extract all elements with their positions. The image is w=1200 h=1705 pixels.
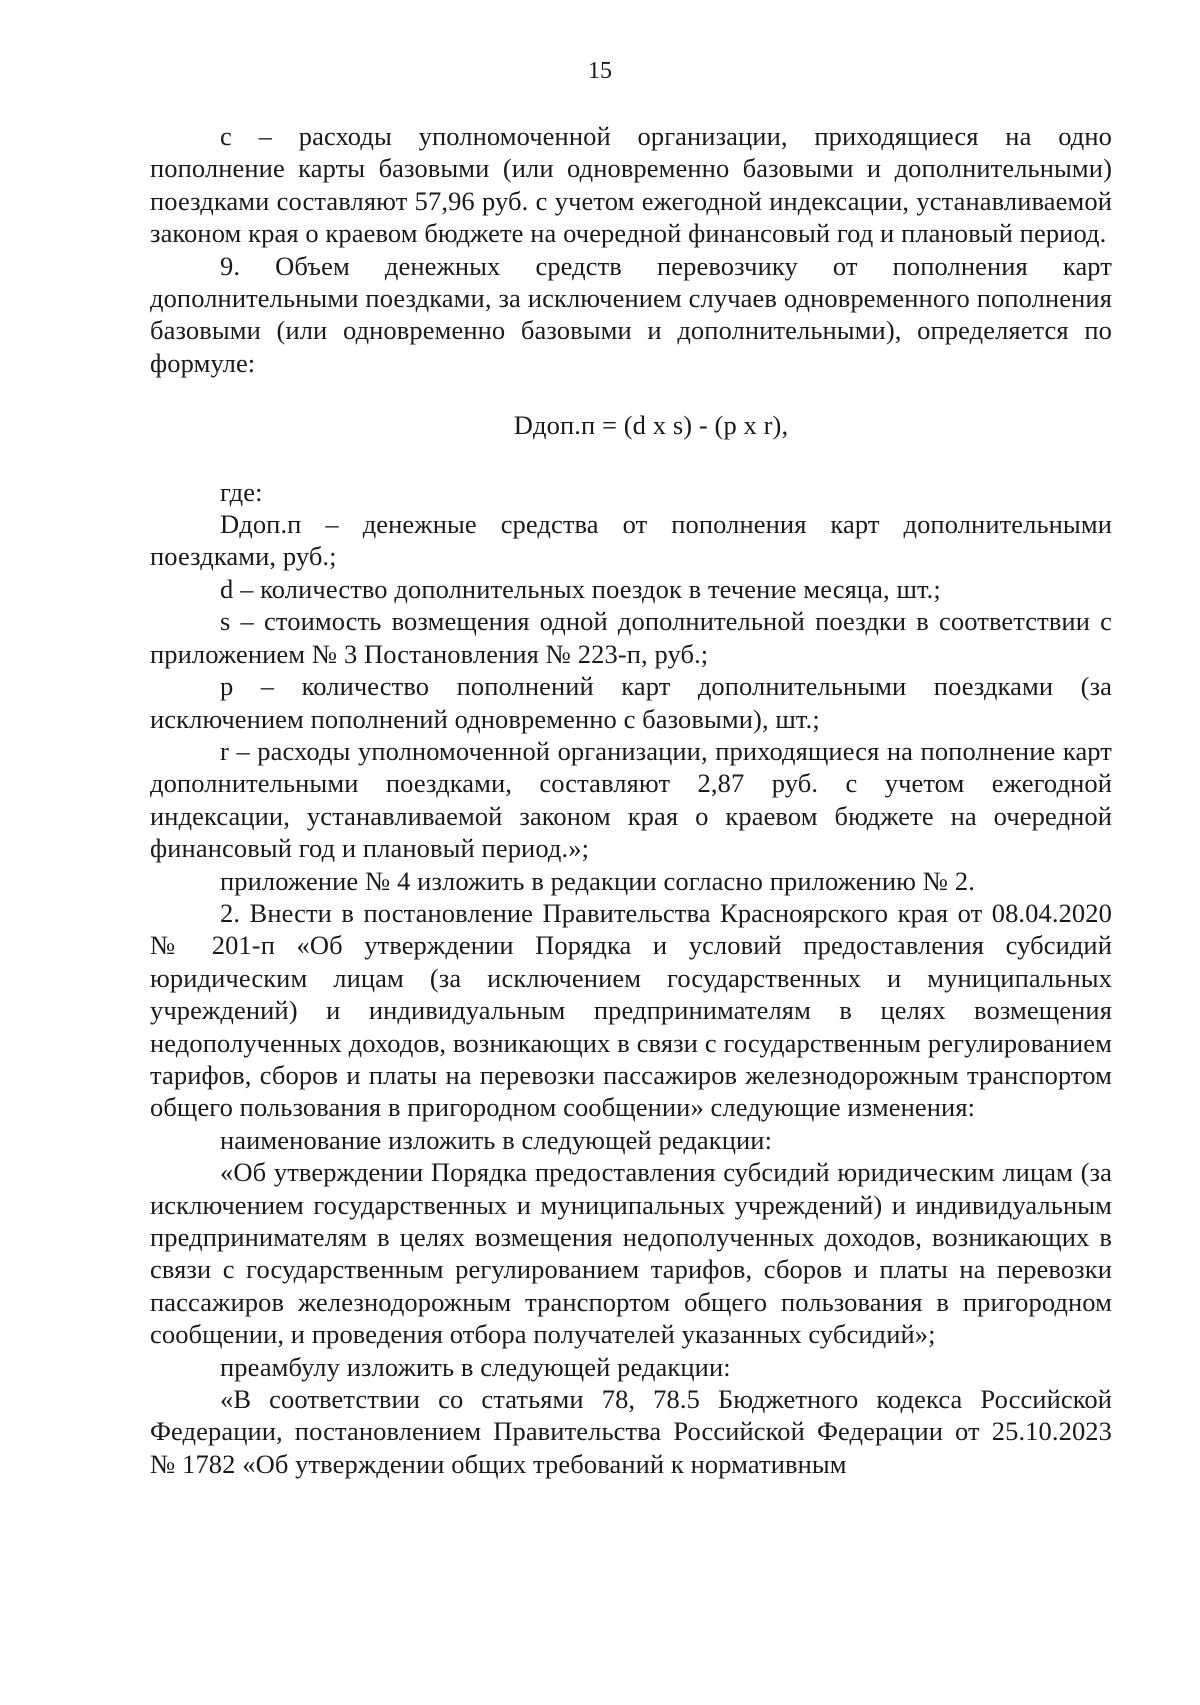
definition-where: где: <box>220 476 263 507</box>
formula: Dдоп.п = (d x s) - (p x r), <box>513 410 789 441</box>
definition-p: p – количество пополнений карт дополнительными поездками (за исключением пополнений одновременно с базовыми), шт.; <box>150 671 1112 734</box>
paragraph-preamble-instruction: преамбулу изложить в следующей редакции: <box>220 1351 731 1382</box>
definition-s: s – стоимость возмещения одной дополнительной поездки в соответствии с приложением № 3 Постановления № 223-п, руб.; <box>150 606 1112 669</box>
paragraph-appendix-4: приложение № 4 изложить в редакции согласно приложению № 2. <box>220 865 975 896</box>
document-body <box>150 120 1112 1480</box>
paragraph-new-title: «Об утверждении Порядка предоставления субсидий юридическим лицам (за исключением государственных и муниципальных учреждений) и индивидуальным предпринимателям в целях возмещения недополученных доходов, возникающих в связи с государственным регулированием тарифов, сборов и платы на перевозки пассажиров железнодорожным транспортом общего пользования в пригородном сообщении, и проведения отбора получателей указанных субсидий»; <box>150 1157 1112 1350</box>
paragraph-item-2: 2. Внести в постановление Правительства Красноярского края от 08.04.2020 № 201-п «Об утверждении Порядка и условий предоставления субсидий юридическим лицам (за исключением государственных и муниципальных учреждений) и индивидуальным предпринимателям в целях возмещения недополученных доходов, возникающих в связи с государственным регулированием тарифов, сборов и платы на перевозки пассажиров железнодорожным транспортом общего пользования в пригородном сообщении» следующие изменения: <box>150 897 1112 1123</box>
definition-r: r – расходы уполномоченной организации, приходящиеся на пополнение карт дополнительными поездками, составляют 2,87 руб. с учетом ежегодной индексации, устанавливаемой законом края о краевом бюджете на очередной финансовый год и плановый период.»; <box>150 735 1112 864</box>
paragraph-item-9: 9. Объем денежных средств перевозчику от пополнения карт дополнительными поездками, за исключением случаев одновременного пополнения базовыми (или одновременно базовыми и дополнительными), определяется по формуле: <box>150 250 1112 378</box>
definition-d-dop: Dдоп.п – денежные средства от пополнения карт дополнительными поездками, руб.; <box>150 509 1112 572</box>
page-number: 15 <box>588 58 612 84</box>
paragraph-preamble-text: «В соответствии со статьями 78, 78.5 Бюджетного кодекса Российской Федерации, постановлением Правительства Российской Федерации от 25.10.2023 № 1782 «Об утверждении общих требований к нормативным <box>150 1384 1112 1479</box>
paragraph-expense-c: c – расходы уполномоченной организации, приходящиеся на одно пополнение карты базовыми (или одновременно базовыми и дополнительными) поездками составляют 57,96 руб. с учетом ежегодной индексации, устанавливаемой законом края о краевом бюджете на очередной финансовый год и плановый период. <box>150 121 1112 249</box>
paragraph-title-instruction: наименование изложить в следующей редакции: <box>220 1124 773 1155</box>
definition-d: d – количество дополнительных поездок в течение месяца, шт.; <box>220 573 941 604</box>
